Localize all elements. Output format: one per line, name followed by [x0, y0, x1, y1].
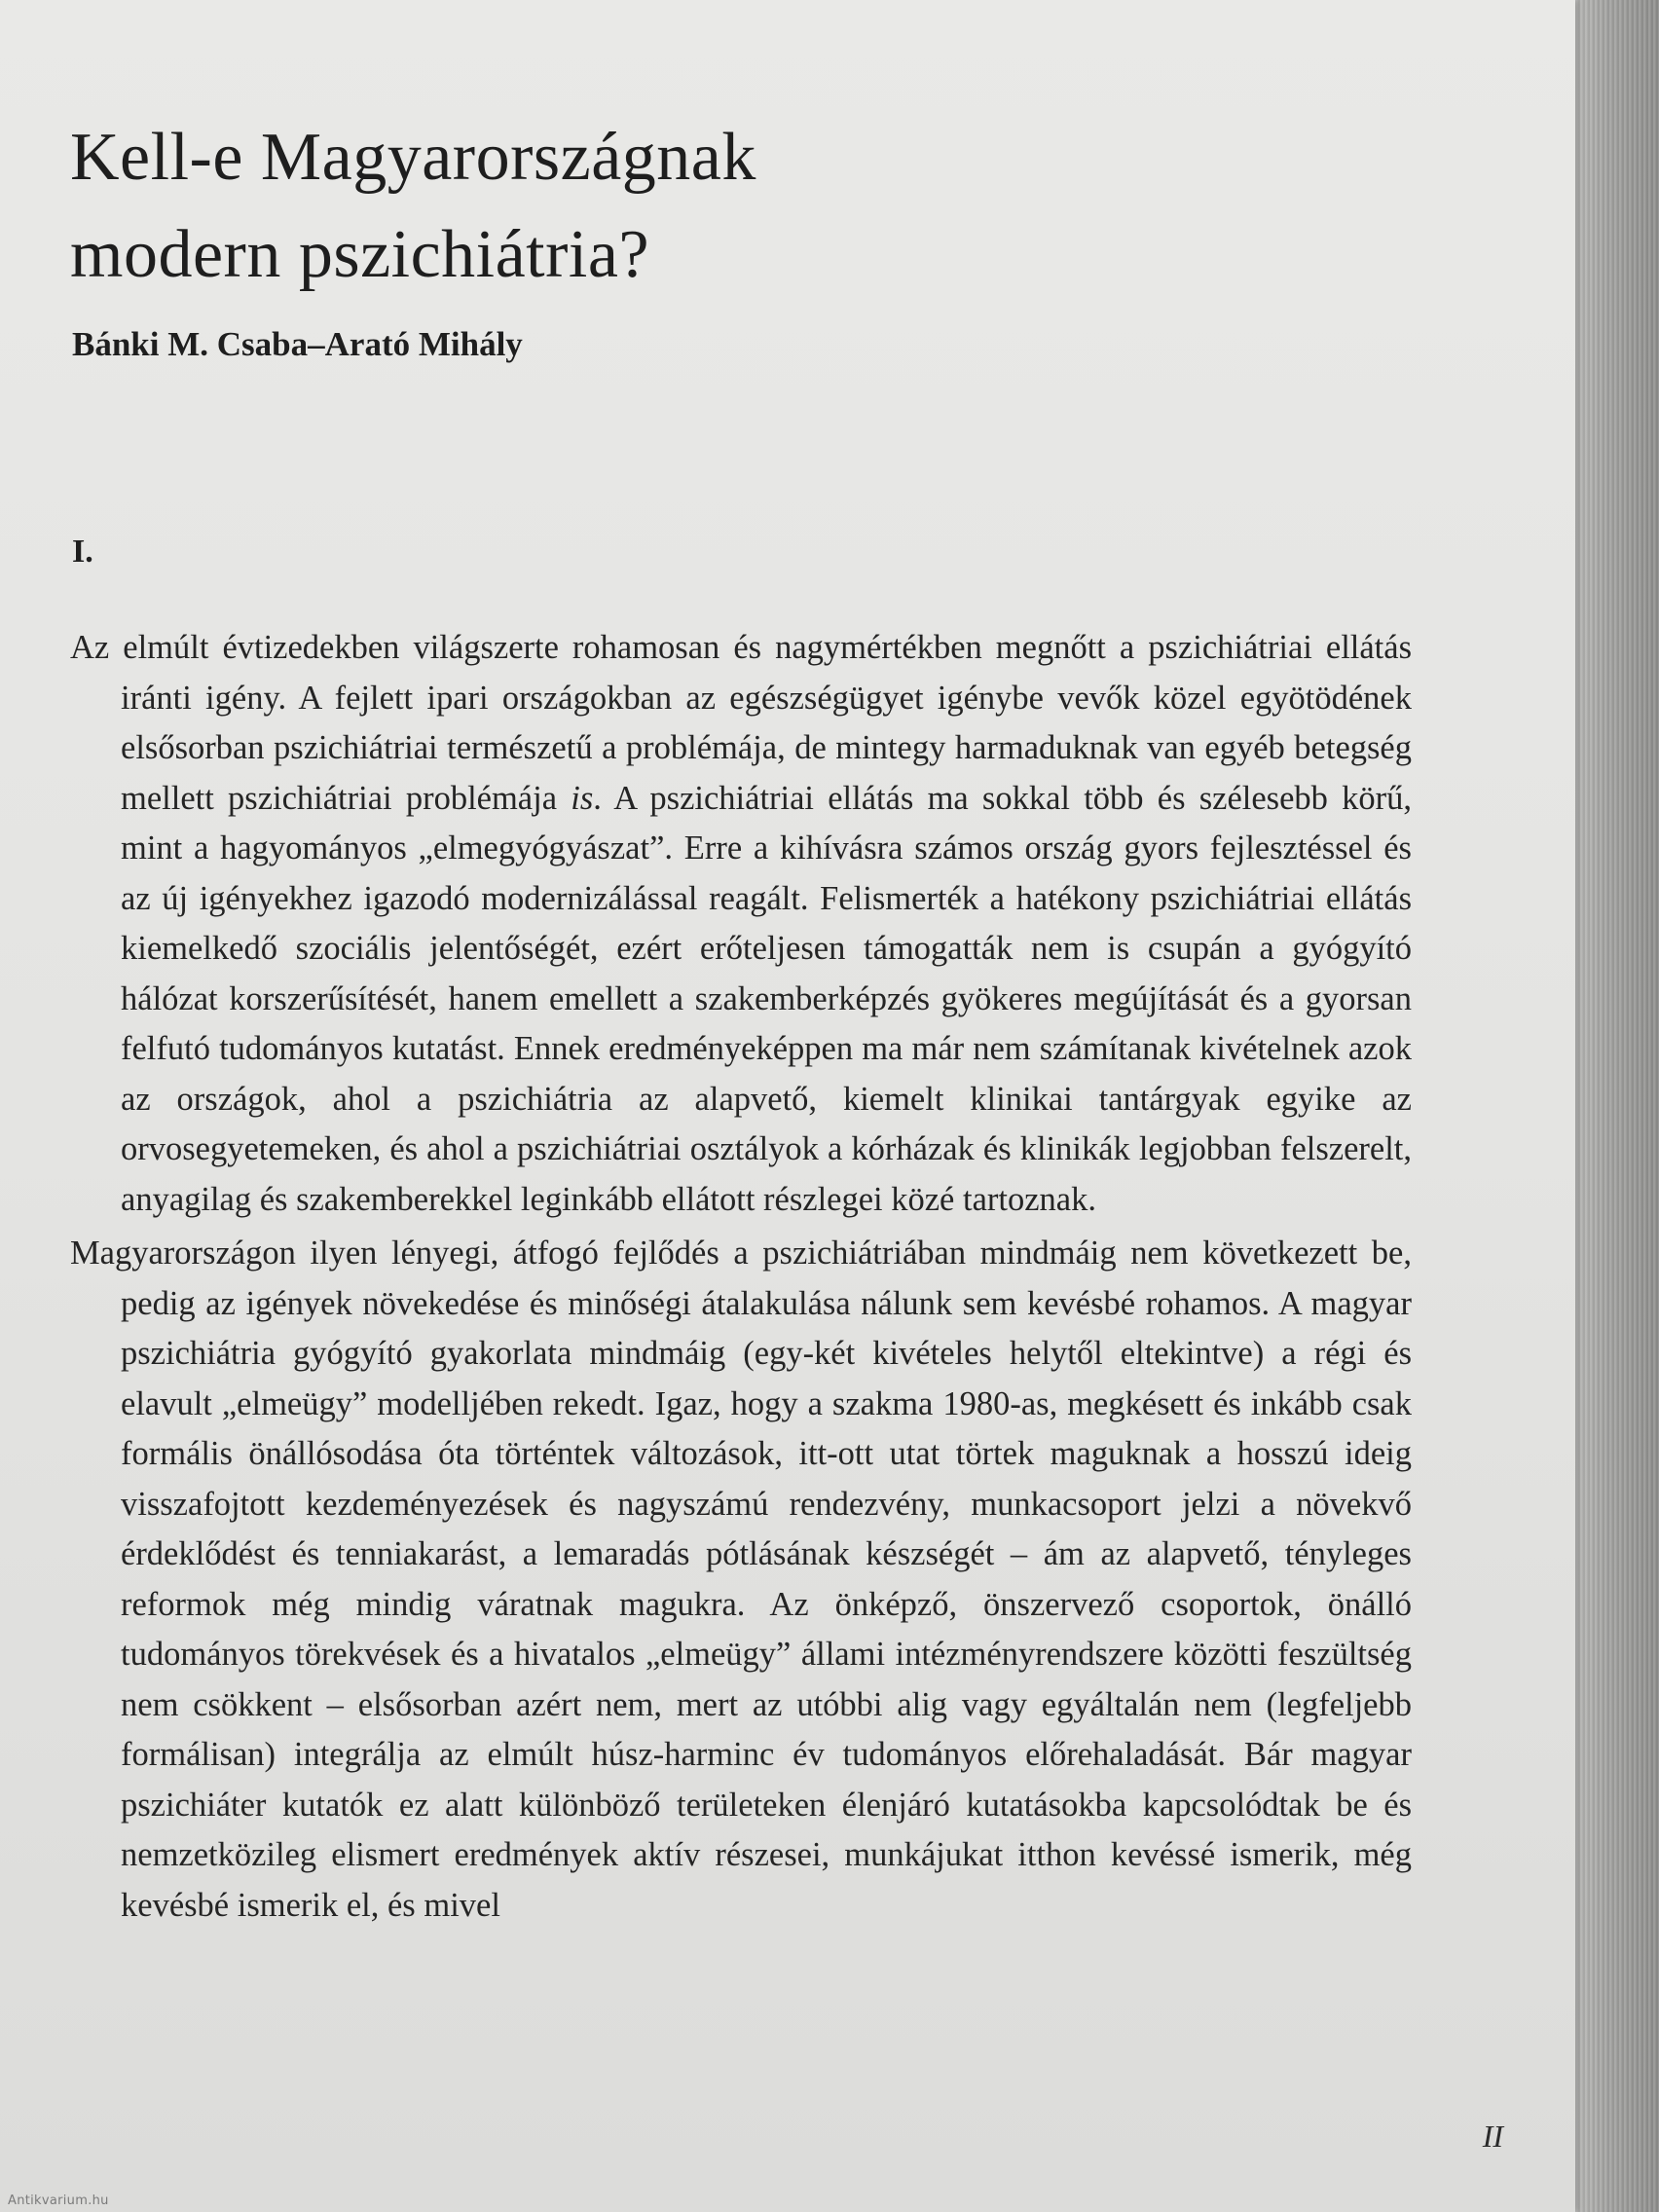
paragraph-1-text-before: Az elmúlt évtizedekben világszerte rohamosan és nagymértékben megnőtt a pszichiátriai ellátás iránti igény. A fejlett ipari országokban az egészségügyet igénybe vevők közel egyötödének elsősorban pszichiátriai természetű a problémája, de mintegy harmaduknak van egyéb betegség mellett pszichiátriai problémája — [70, 629, 1412, 817]
book-page-edge — [1575, 0, 1659, 2212]
section-number: I. — [72, 534, 93, 570]
article-body — [70, 623, 1412, 1931]
source-watermark: Antikvarium.hu — [8, 2194, 109, 2208]
body-paragraph-1 — [70, 623, 1412, 1225]
article-title-line-1: Kell-e Magyarországnak — [70, 120, 756, 195]
page-number: II — [1482, 2119, 1503, 2154]
body-paragraph-2: Magyarországon ilyen lényegi, átfogó fejlődés a pszichiátriában mindmáig nem következett be, pedig az igények növekedése és minőségi átalakulása nálunk sem kevésbé rohamos. A magyar pszichiátria gyógyító gyakorlata mindmáig (egy-két kivételes helytől eltekintve) a régi és elavult „elmeügy” modelljében rekedt. Igaz, hogy a szakma 1980-as, megkésett és inkább csak formális önállósodása óta történtek változások, itt-ott utat törtek maguknak a hosszú ideig visszafojtott kezdeményezések és nagyszámú rendezvény, munkacsoport jelzi a növekvő érdeklődést és tenniakarást, a lemaradás pótlásának készségét – ám az alapvető, tényleges reformok még mindig váratnak magukra. Az önképző, önszervező csoportok, önálló tudományos törekvések és a hivatalos „elmeügy” állami intézményrendszere közötti feszültség nem csökkent – elsősorban azért nem, mert az utóbbi alig vagy egyáltalán nem (legfeljebb formálisan) integrálja az elmúlt húsz-harminc év tudományos előrehaladását. Bár magyar pszichiáter kutatók ez alatt különböző területeken élenjáró kutatásokba kapcsolódtak be és nemzetközileg elismert eredmények aktív részesei, munkájukat itthon kevéssé ismerik, még kevésbé ismerik el, és mivel — [70, 1235, 1412, 1924]
paragraph-1-text-after: . A pszichiátriai ellátás ma sokkal több és szélesebb körű, mint a hagyományos „elmegyógyászat”. Erre a kihívásra számos ország gyors fejlesztéssel és az új igényekhez igazodó modernizálással reagált. Felismerték a hatékony pszichiátriai ellátás kiemelkedő szociális jelentőségét, ezért erőteljesen támogatták nem is csupán a gyógyító hálózat korszerűsítését, hanem emellett a szakemberképzés gyökeres megújítását és a gyorsan felfutó tudományos kutatást. Ennek eredményeképpen ma már nem számítanak kivételnek azok az országok, ahol a pszichiátria az alapvető, kiemelt klinikai tantárgyak egyike az orvosegyetemeken, és ahol a pszichiátriai osztályok a kórházak és klinikák legjobban felszerelt, anyagilag és szakemberekkel leginkább ellátott részlegei közé tartoznak. — [121, 779, 1412, 1218]
paragraph-1-emphasis: is — [571, 779, 594, 817]
article-title-line-2: modern pszichiátria? — [70, 217, 650, 292]
article-title — [70, 109, 756, 304]
article-authors: Bánki M. Csaba–Arató Mihály — [72, 325, 523, 363]
